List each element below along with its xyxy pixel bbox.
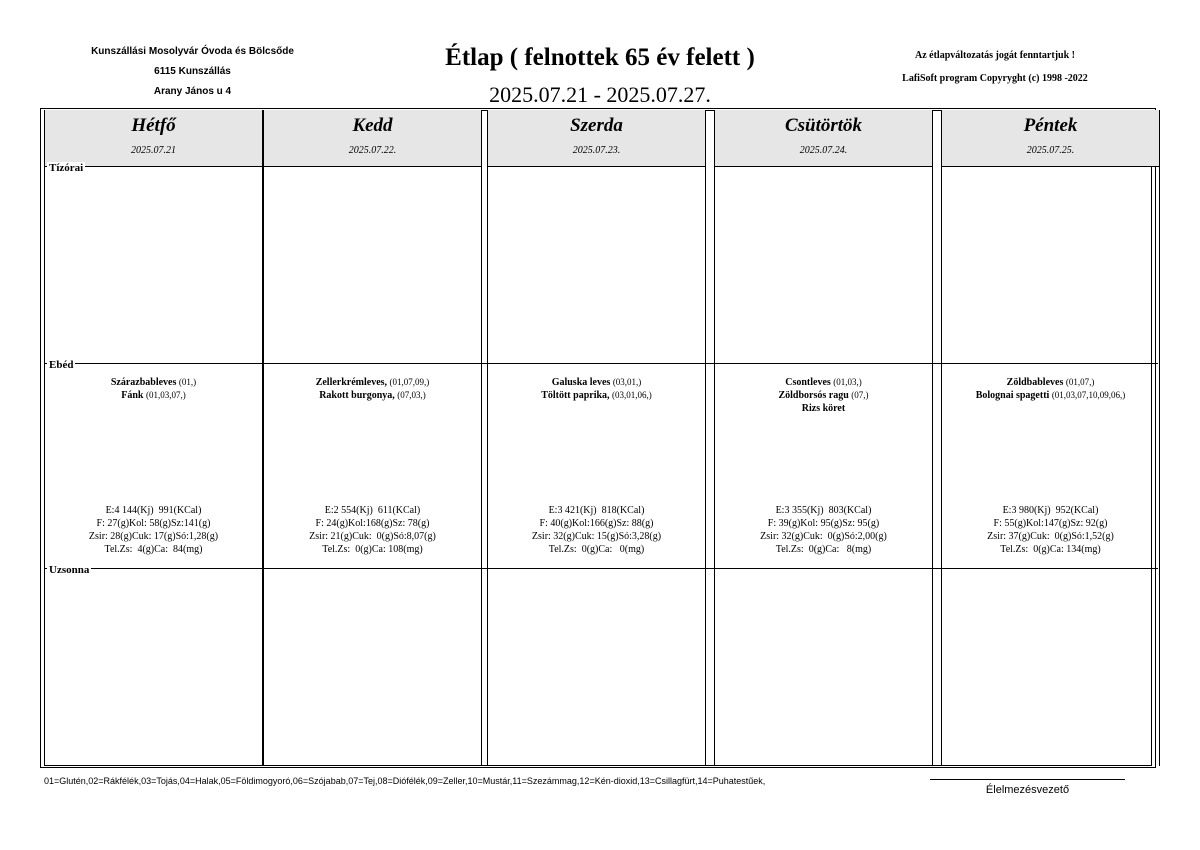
section-afternoon-label: Uzsonna [49,564,90,576]
dish-name: Töltött paprika, [541,390,610,401]
dish-name: Csontleves [785,377,831,388]
section-lunch-label: Ebéd [49,359,74,371]
nutrition-info [487,504,706,556]
page-title: Étlap ( felnottek 65 év felett ) [445,44,755,71]
lunch-dishes [263,376,482,402]
nutrition-line: Tel.Zs: 4(g)Ca: 84(mg) [104,544,203,555]
section-morning-label: Tízórai [49,162,84,174]
dish-name: Szárazbableves [110,377,177,388]
dish-line [44,376,263,389]
day-date: 2025.07.24. [799,145,848,156]
lunch-dishes [941,376,1160,402]
dish-name: Zöldbableves [1006,377,1064,388]
day-column [714,110,933,766]
nutrition-line: E:3 355(Kj) 803(KCal) [775,505,872,516]
day-header [264,110,481,167]
lunch-divider [44,363,1158,364]
day-name: Péntek [1023,115,1078,136]
lunch-dishes [714,376,933,415]
day-name: Hétfő [131,115,176,136]
nutrition-info [714,504,933,556]
dish-line [44,389,263,402]
dish-name: Galuska leves [551,377,611,388]
dish-allergens: (01,) [178,377,197,387]
dish-line [263,376,482,389]
nutrition-info [44,504,263,556]
dish-allergens: (07,) [851,390,869,400]
day-date: 2025.07.21 [131,145,176,156]
dish-allergens: (01,03,07,10,09,06,) [1051,390,1126,400]
dish-allergens: (07,03,) [397,390,426,400]
institution-name: Kunszállási Mosolyvár Óvoda és Bölcsőde [91,46,294,57]
dish-line [487,376,706,389]
dish-allergens: (01,03,) [833,377,862,387]
institution-postal: 6115 Kunszállás [154,66,231,77]
date-range: 2025.07.21 - 2025.07.27. [489,82,711,107]
day-date: 2025.07.25. [1026,145,1075,156]
dish-name: Rizs köret [801,403,846,414]
lunch-dishes [487,376,706,402]
dish-name: Zöldborsós ragu [778,390,849,401]
dish-line [487,389,706,402]
day-header [942,110,1159,167]
nutrition-line: Tel.Zs: 0(g)Ca: 0(mg) [548,544,645,555]
nutrition-line: F: 24(g)Kol:168(g)Sz: 78(g) [315,518,430,529]
day-header [715,110,932,167]
day-date: 2025.07.23. [572,145,621,156]
dish-name: Bolognai spagetti [975,390,1050,401]
afternoon-divider [44,568,1158,569]
dish-name: Rakott burgonya, [319,390,395,401]
nutrition-line: E:2 554(Kj) 611(KCal) [324,505,421,516]
allergen-legend: 01=Glutén,02=Rákfélék,03=Tojás,04=Halak,05=Földimogyoró,06=Szójabab,07=Tej,08=Diófélék,09=Zeller,10=Mustár,11=Szezámmag,12=Kén-dioxid,13=Csillagfürt,14=Puhatestűek, [44,776,766,786]
institution-block [40,44,345,104]
nutrition-line: F: 39(g)Kol: 95(g)Sz: 95(g) [767,518,880,529]
nutrition-line: Zsir: 21(g)Cuk: 0(g)Só:8,07(g) [309,531,436,542]
dish-allergens: (01,07,09,) [389,377,430,387]
dish-allergens: (03,01,) [612,377,642,387]
day-header [488,110,705,167]
nutrition-line: F: 27(g)Kol: 58(g)Sz:141(g) [96,518,211,529]
dish-allergens: (01,07,) [1065,377,1095,387]
institution-street: Arany János u 4 [153,86,232,97]
nutrition-line: Tel.Zs: 0(g)Ca: 108(mg) [322,544,423,555]
dish-line [941,389,1160,402]
day-name: Csütörtök [784,115,863,136]
nutrition-line: E:4 144(Kj) 991(KCal) [105,505,202,516]
dish-line [714,389,933,402]
change-notice: Az étlapváltozatás jogát fenntartjuk ! [915,50,1075,61]
nutrition-line: E:3 421(Kj) 818(KCal) [548,505,645,516]
day-name: Kedd [352,115,393,136]
dish-allergens: (01,03,07,) [145,390,186,400]
nutrition-line: Zsir: 32(g)Cuk: 0(g)Só:2,00(g) [760,531,887,542]
lunch-dishes [44,376,263,402]
dish-name: Zellerkrémleves, [315,377,388,388]
dish-line [714,402,933,415]
day-column [487,110,706,766]
dish-line [941,376,1160,389]
nutrition-line: Tel.Zs: 0(g)Ca: 8(mg) [775,544,872,555]
day-name: Szerda [570,115,623,136]
header-notes [850,50,1140,96]
day-header [45,110,262,167]
day-column [941,110,1160,766]
nutrition-line: F: 55(g)Kol:147(g)Sz: 92(g) [993,518,1108,529]
nutrition-line: Zsir: 28(g)Cuk: 17(g)Só:1,28(g) [88,531,219,542]
nutrition-info [941,504,1160,556]
nutrition-info [263,504,482,556]
nutrition-line: Tel.Zs: 0(g)Ca: 134(mg) [1000,544,1101,555]
day-column [44,110,263,766]
nutrition-line: Zsir: 37(g)Cuk: 0(g)Só:1,52(g) [987,531,1114,542]
nutrition-line: F: 40(g)Kol:166(g)Sz: 88(g) [539,518,654,529]
nutrition-line: E:3 980(Kj) 952(KCal) [1002,505,1099,516]
dish-line [714,376,933,389]
day-date: 2025.07.22. [348,145,397,156]
dish-line [263,389,482,402]
signature-line [930,779,1125,780]
signature-label: Élelmezésvezető [985,784,1070,796]
dish-allergens: (03,01,06,) [612,390,652,400]
dish-name: Fánk [121,390,144,401]
nutrition-line: Zsir: 32(g)Cuk: 15(g)Só:3,28(g) [531,531,662,542]
software-credit: LafiSoft program Copyryght (c) 1998 -2022 [902,73,1088,84]
day-column [263,110,482,766]
